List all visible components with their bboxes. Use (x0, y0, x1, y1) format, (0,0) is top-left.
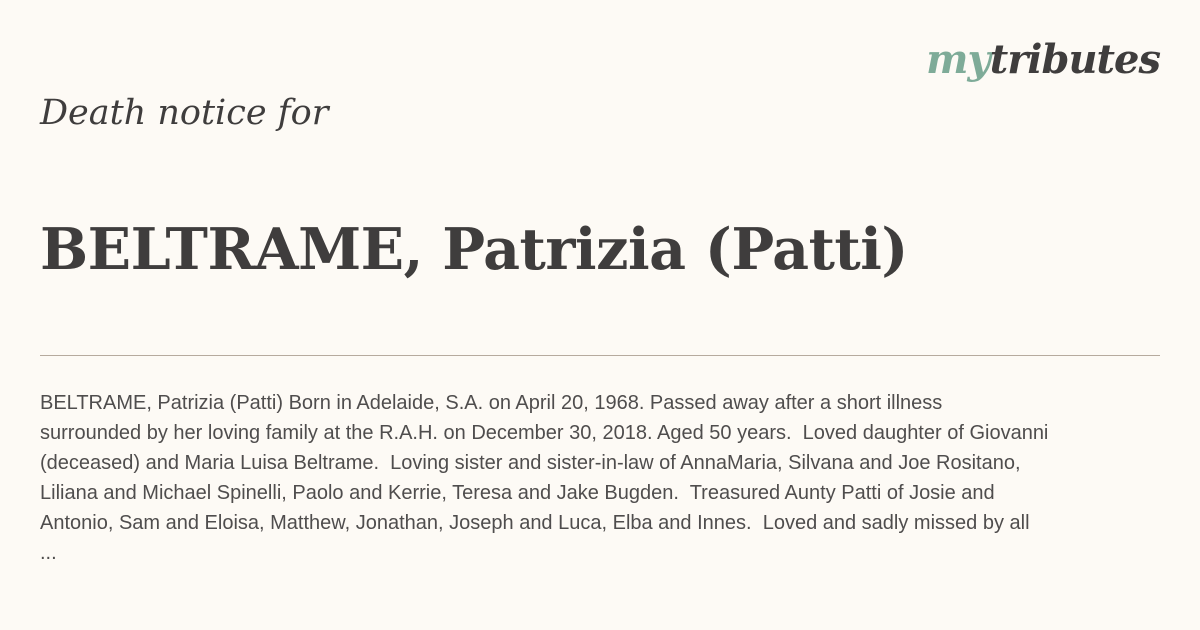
notice-body-ellipsis: ... (40, 542, 57, 564)
notice-body-line: Antonio, Sam and Eloisa, Matthew, Jonathan, Joseph and Luca, Elba and Innes. Loved and sadly missed by all (40, 512, 1030, 534)
notice-body-line: BELTRAME, Patrizia (Patti) Born in Adelaide, S.A. on April 20, 1968. Passed away after a short illness (40, 392, 943, 414)
deceased-name-title: BELTRAME, Patrizia (Patti) (40, 216, 908, 283)
notice-body-line: (deceased) and Maria Luisa Beltrame. Loving sister and sister-in-law of AnnaMaria, Silvana and Joe Rositano, (40, 452, 1021, 474)
notice-body (40, 388, 1160, 568)
logo-tributes-text: tributes (989, 36, 1160, 83)
logo-my-text: my (926, 36, 990, 83)
mytributes-logo (926, 34, 1160, 86)
notice-body-line: Liliana and Michael Spinelli, Paolo and Kerrie, Teresa and Jake Bugden. Treasured Aunty Patti of Josie and (40, 482, 995, 504)
notice-body-line: surrounded by her loving family at the R.A.H. on December 30, 2018. Aged 50 years. Loved daughter of Giovanni (40, 422, 1049, 444)
death-notice-kicker: Death notice for (40, 93, 329, 133)
section-divider (40, 355, 1160, 356)
